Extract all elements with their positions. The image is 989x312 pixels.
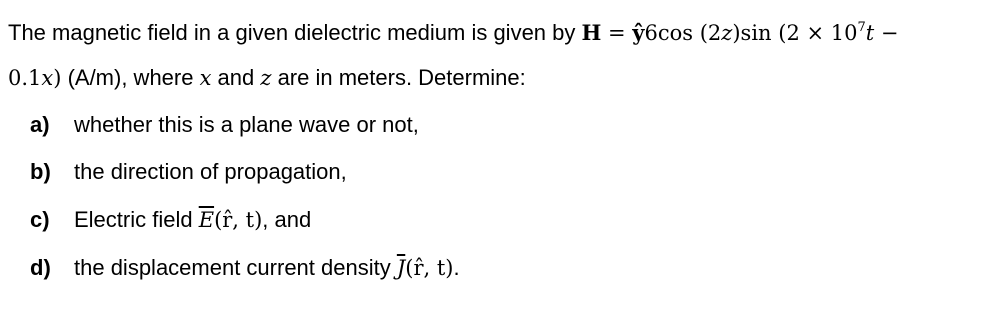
- list-item-b: [30, 158, 347, 186]
- unit-vector-y: ŷ: [632, 20, 645, 45]
- item-text: the displacement current density: [74, 255, 397, 280]
- and-text: and: [211, 65, 261, 90]
- item-label: c): [30, 207, 50, 232]
- exponent: 7: [857, 20, 866, 35]
- item-text: the direction of propagation,: [74, 159, 347, 184]
- problem-statement-line-2: [8, 64, 526, 92]
- function-args: (r̂, t): [405, 256, 454, 280]
- list-item-d: [30, 254, 460, 282]
- item-label: b): [30, 159, 51, 184]
- item-text: whether this is a plane wave or not,: [74, 112, 419, 137]
- expression-part-1: 6cos (2: [644, 21, 722, 45]
- item-tail: .: [453, 255, 460, 280]
- item-label: d): [30, 255, 51, 280]
- units-text: (A/m), where: [61, 65, 200, 90]
- electric-field-symbol: E: [198, 208, 215, 232]
- coefficient: 0.1: [8, 66, 42, 90]
- variable-z-2: z: [260, 66, 272, 90]
- equals-sign: =: [601, 21, 633, 45]
- variable-z: z: [721, 21, 733, 45]
- item-text: Electric field: [74, 207, 199, 232]
- function-args: (r̂, t): [214, 208, 263, 232]
- item-label: a): [30, 112, 50, 137]
- problem-statement-line-1: [8, 14, 898, 47]
- list-item-a: [30, 111, 419, 139]
- field-symbol: H: [581, 20, 602, 45]
- determine-text: are in meters. Determine:: [271, 65, 526, 90]
- list-item-c: [30, 206, 311, 234]
- variable-x: x: [41, 66, 54, 90]
- current-density-symbol: J: [396, 256, 406, 280]
- close-paren: ): [53, 66, 62, 90]
- item-tail: , and: [262, 207, 312, 232]
- variable-x-2: x: [199, 66, 212, 90]
- expression-part-2: )sin (2 × 10: [732, 21, 858, 45]
- variable-t: t: [865, 21, 875, 45]
- minus-sign: −: [874, 21, 899, 45]
- statement-text: The magnetic field in a given dielectric medium is given by: [8, 20, 582, 45]
